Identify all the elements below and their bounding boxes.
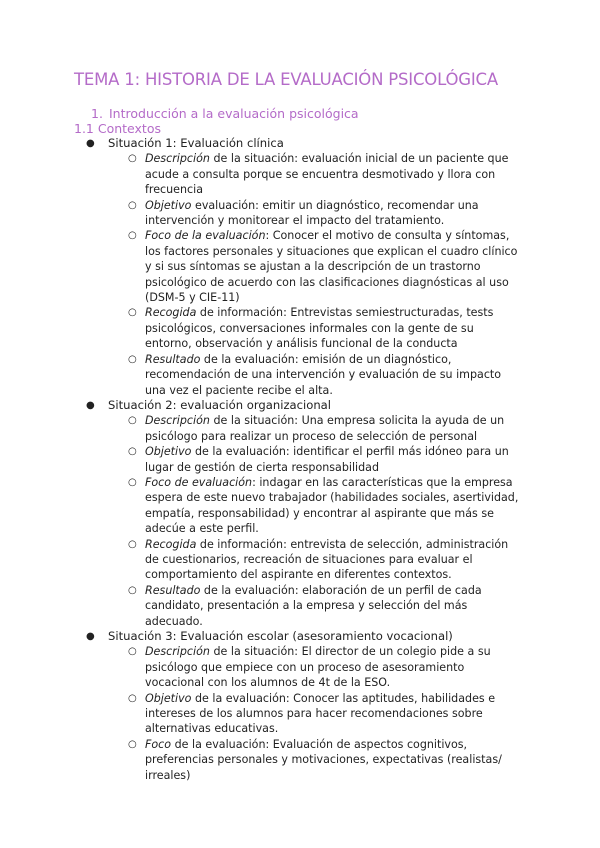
hollow-bullet-icon: ○	[128, 446, 137, 458]
intro-number: 1.	[91, 106, 103, 121]
hollow-bullet-icon: ○	[128, 153, 137, 165]
situation-items	[74, 151, 534, 398]
item-text: de la evaluación: emisión de un diagnóstico, recomendación de una intervención y evaluación de su impacto una vez el paciente recibe el alta.	[145, 352, 502, 397]
intro-heading	[91, 106, 359, 121]
situation-label: Situación 1: Evaluación clínica	[108, 136, 284, 150]
item-lead: Foco	[145, 737, 172, 751]
list-item	[74, 352, 523, 398]
item-text: de la situación: El director de un colegio pide a su psicólogo que empiece con un proceso de asesoramiento vocacional con los alumnos de 4t de la ESO.	[145, 645, 491, 690]
item-text: de la evaluación: Evaluación de aspectos cognitivos, preferencias personales y motivaciones, expectativas (realistas/ irreales)	[145, 737, 502, 782]
item-lead: Descripción	[145, 645, 210, 659]
hollow-bullet-icon: ○	[128, 230, 137, 242]
situation-items	[74, 644, 534, 783]
bullet-icon: ●	[86, 399, 95, 411]
hollow-bullet-icon: ○	[128, 538, 137, 550]
list-item	[74, 737, 523, 783]
item-lead: Resultado	[145, 352, 201, 366]
list-item	[74, 475, 523, 537]
section-heading: 1.1 Contextos	[74, 121, 161, 136]
list-item	[74, 305, 523, 351]
hollow-bullet-icon: ○	[128, 584, 137, 596]
item-lead: Descripción	[145, 152, 210, 166]
item-lead: Foco de la evaluación	[145, 229, 266, 243]
situation-label: Situación 3: Evaluación escolar (asesoramiento vocacional)	[108, 629, 453, 643]
hollow-bullet-icon: ○	[128, 476, 137, 488]
item-text: de la evaluación: identificar el perfil más idóneo para un lugar de gestión de cierta responsabilidad	[145, 445, 509, 474]
list-item	[74, 691, 523, 737]
list-item	[74, 537, 523, 583]
item-text: : indagar en las características que la empresa espera de este nuevo trabajador (habilidades sociales, asertividad, empatía, responsabilidad) y encontrar al aspirante que más se adecúe a este perfil.	[145, 475, 519, 536]
hollow-bullet-icon: ○	[128, 353, 137, 365]
situation-1	[74, 136, 534, 151]
hollow-bullet-icon: ○	[128, 199, 137, 211]
item-lead: Resultado	[145, 583, 201, 597]
item-text: de la situación: Una empresa solicita la ayuda de un psicólogo para realizar un proceso de selección de personal	[145, 414, 505, 443]
item-text: de información: entrevista de selección, administración de cuestionarios, recreación de situaciones para evaluar el comportamiento del aspirante en diferentes contextos.	[145, 537, 509, 582]
item-lead: Objetivo	[145, 691, 192, 705]
list-item	[74, 644, 523, 690]
list-item	[74, 583, 523, 629]
hollow-bullet-icon: ○	[128, 307, 137, 319]
situation-items	[74, 413, 534, 629]
item-text: de la evaluación: elaboración de un perfil de cada candidato, presentación a la empresa y selección del más adecuado.	[145, 583, 482, 628]
bullet-icon: ●	[86, 138, 95, 149]
item-lead: Recogida	[145, 537, 197, 551]
list-item	[74, 151, 523, 197]
hollow-bullet-icon: ○	[128, 646, 137, 658]
hollow-bullet-icon: ○	[128, 738, 137, 750]
item-lead: Descripción	[145, 414, 210, 428]
situations-list	[74, 136, 534, 783]
item-text: de información: Entrevistas semiestructuradas, tests psicológicos, conversaciones informales con la gente de su entorno, observación y análisis funcional de la conducta	[145, 306, 494, 351]
item-text: evaluación: emitir un diagnóstico, recomendar una intervención y monitorear el impacto del tratamiento.	[145, 198, 479, 228]
list-item	[74, 198, 523, 229]
situation-2	[74, 398, 534, 413]
page-title: TEMA 1: HISTORIA DE LA EVALUACIÓN PSICOLÓGICA	[74, 70, 498, 89]
hollow-bullet-icon: ○	[128, 692, 137, 704]
item-text: : Conocer el motivo de consulta y síntomas, los factores personales y situaciones que explican el cuadro clínico y si sus síntomas se ajustan a la descripción de un trastorno psicológico de acuerdo con las clasificaciones diagnósticas al uso (DSM-5 y CIE-11)	[145, 229, 518, 305]
list-item	[74, 228, 523, 305]
hollow-bullet-icon: ○	[128, 415, 137, 427]
intro-text: Introducción a la evaluación psicológica	[109, 106, 359, 121]
list-item	[74, 444, 523, 475]
item-lead: Recogida	[145, 306, 197, 320]
bullet-icon: ●	[86, 631, 95, 642]
item-text: de la situación: evaluación inicial de un paciente que acude a consulta porque se encuentra desmotivado y llora con frecuencia	[145, 152, 509, 197]
situation-label: Situación 2: evaluación organizacional	[108, 397, 332, 412]
list-item	[74, 413, 523, 444]
item-lead: Objetivo	[145, 445, 192, 459]
item-lead: Objetivo	[145, 198, 192, 212]
situation-3	[74, 629, 534, 644]
item-lead: Foco de evaluación	[145, 475, 253, 489]
item-text: de la evaluación: Conocer las aptitudes, habilidades e intereses de los alumnos para hacer recomendaciones sobre alternativas educativas.	[145, 691, 496, 736]
